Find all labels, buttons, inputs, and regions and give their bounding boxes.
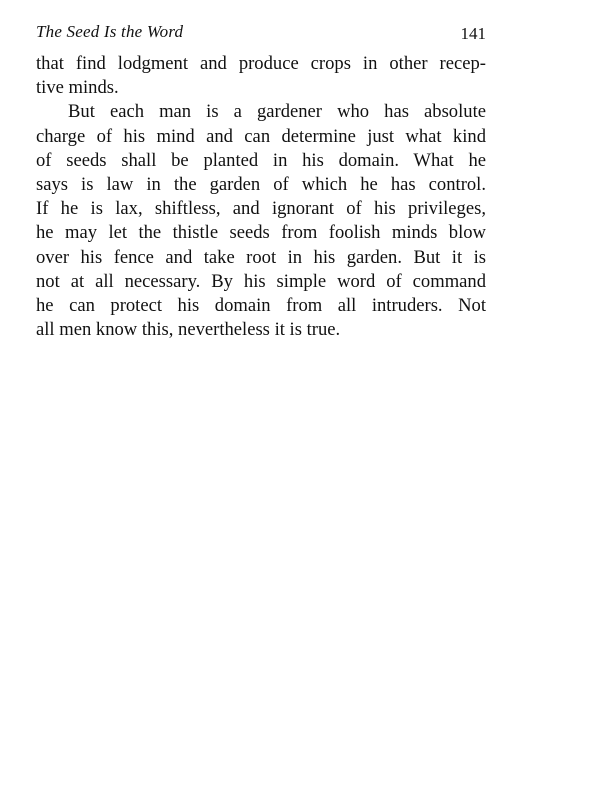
text-line: that find lodgment and produce crops in other recep- [36, 53, 486, 74]
text-line: he can protect his domain from all intruders. Not [36, 294, 486, 316]
text-line: says is law in the garden of which he has control. [36, 173, 486, 195]
text-line: he may let the thistle seeds from foolish minds blow [36, 222, 486, 244]
page-number: 141 [460, 24, 486, 43]
running-title: The Seed Is the Word [36, 22, 184, 41]
text-line: not at all necessary. By his simple word of command [36, 270, 486, 292]
text-line: If he is lax, shiftless, and ignorant of his privileges, [36, 198, 486, 220]
text-line: But each man is a gardener who has absolute [68, 101, 486, 123]
body-text [36, 52, 486, 342]
text-line: over his fence and take root in his garden. But it is [36, 246, 486, 268]
running-header [36, 22, 486, 44]
text-line: tive minds. [36, 77, 119, 99]
text-line: charge of his mind and can determine just what kind [36, 125, 486, 147]
paragraph [36, 52, 486, 100]
text-line: of seeds shall be planted in his domain. What he [36, 149, 486, 171]
text-line: all men know this, nevertheless it is true. [36, 319, 341, 341]
paragraph [36, 100, 486, 342]
